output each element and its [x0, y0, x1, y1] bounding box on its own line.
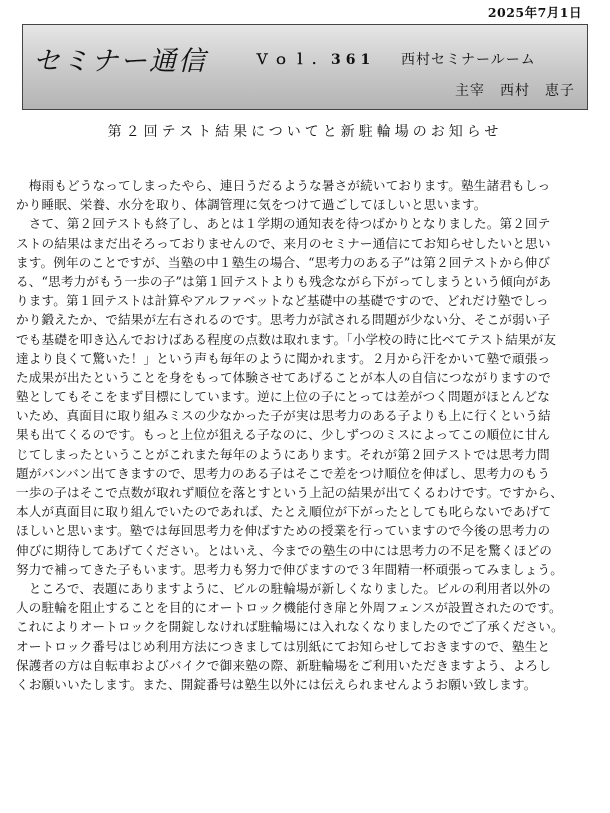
body-line: 伸びに期待してあげてください。とはいえ、今までの塾生の中には思考力の不足を驚くほどの: [16, 542, 552, 558]
body-line: 人の駐輪を阻止することを目的にオートロック機能付き扉と外周フェンスが設置されたのです。: [16, 600, 562, 616]
body-line: 達より良くて驚いた！」という声も毎年のように聞かれます。２月から汗をかいて塾で頑張っ: [16, 350, 551, 366]
body-line: くお願いいたします。また、開錠番号は塾生以外には伝えられませんようお願い致します。: [16, 676, 537, 692]
body-line: ストの結果はまだ出そろっておりませんので、来月のセミナー通信にてお知らせしたいと思い: [16, 235, 551, 251]
headline: 第２回テスト結果についてと新駐輪場のお知らせ: [107, 124, 503, 140]
organization-name: 西村セミナールーム: [401, 52, 536, 68]
body-line: 努力で補ってきた子もいます。思考力も努力で伸びますので３年間精一杯頑張ってみましょう。: [16, 561, 563, 577]
body-line: 梅雨もどうなってしまったやら、連日うだるような暑さが続いております。塾生諸君もしっ: [16, 178, 551, 193]
body-line: 保護者の方は自転車およびバイクで御来塾の際、新駐輪場をご利用いただきますよう、よろし: [16, 657, 551, 673]
issue-date: 2025年7月1日: [487, 5, 582, 20]
body-line: 一歩の子はそこで点数が取れず順位を落とすという上記の結果が出てくるわけです。ですから、: [16, 485, 563, 500]
body-line: た成果が出たということを身をもって体験させてあげることが本人の自信につながりますので: [16, 369, 551, 385]
body-line: ります。第１回テストは計算やアルファベットなど基礎中の基礎ですので、どれだけ塾でしっ: [16, 293, 549, 309]
body-line: いため、真面目に取り組みミスの少なかった子が実は思考力のある子よりも上に行くという結: [16, 408, 551, 424]
body-line: かり鍛えたか、で結果が左右されるのです。思考力が試される問題が少ない分、そこが弱い子: [16, 312, 551, 328]
body-line: オートロック番号はじめ利用方法につきましては別紙にてお知らせしておきますので、塾生と: [16, 638, 551, 654]
body-line: ところで、表題にありますように、ビルの駐輪場が新しくなりました。ビルの利用者以外の: [16, 580, 551, 596]
body-line: ます。例年のことですが、当塾の中１塾生の場合、“思考力のある子”は第２回テストから伸び: [16, 254, 551, 270]
body-line: これによりオートロックを開錠しなければ駐輪場には入れなくなりましたのでご了承ください。: [16, 619, 564, 635]
body-line: 題がバンバン出てきますので、思考力のある子はそこで差をつけ順位を伸ばし、思考力のもう: [16, 465, 551, 481]
body-line: かり睡眠、栄養、水分を取り、体調管理に気をつけて過ごしてほしいと思います。: [16, 197, 487, 213]
newsletter-title: セミナー通信: [33, 46, 207, 77]
owner-name: 主宰 西村 恵子: [455, 83, 575, 99]
body-line: 果も出てくるのです。もっと上位が狙える子なのに、少しずつのミスによってこの順位に甘ん: [16, 427, 551, 443]
article-body: [16, 176, 594, 694]
body-line: さて、第２回テストも終了し、あとは１学期の通知表を待つばかりとなりました。第２回テ: [16, 216, 551, 232]
body-line: じてしまったということがこれまた毎年のようにあります。それが第２回テストでは思考力問: [16, 446, 550, 462]
volume-number: Ｖｏｌ．361: [255, 52, 376, 68]
body-line: 塾としてもそこをまず目標にしています。逆に上位の子にとっては差がつく問題がほとんどな: [16, 389, 550, 405]
body-line: る、“思考力がもう一歩の子”は第１回テストよりも残念ながら下がってしまうという傾向があ: [16, 273, 552, 289]
newsletter-header: [22, 24, 588, 110]
body-line: でも基礎を叩き込んでおけばある程度の点数は取れます。「小学校の時に比べてテスト結果が友: [16, 331, 557, 347]
body-line: 本人が真面目に取り組んでいたのであれば、たとえ順位が下がったとしても叱らないであげて: [16, 504, 552, 520]
body-line: ほしいと思います。塾では毎回思考力を伸ばすための授業を行っていますので今後の思考力の: [16, 523, 551, 539]
